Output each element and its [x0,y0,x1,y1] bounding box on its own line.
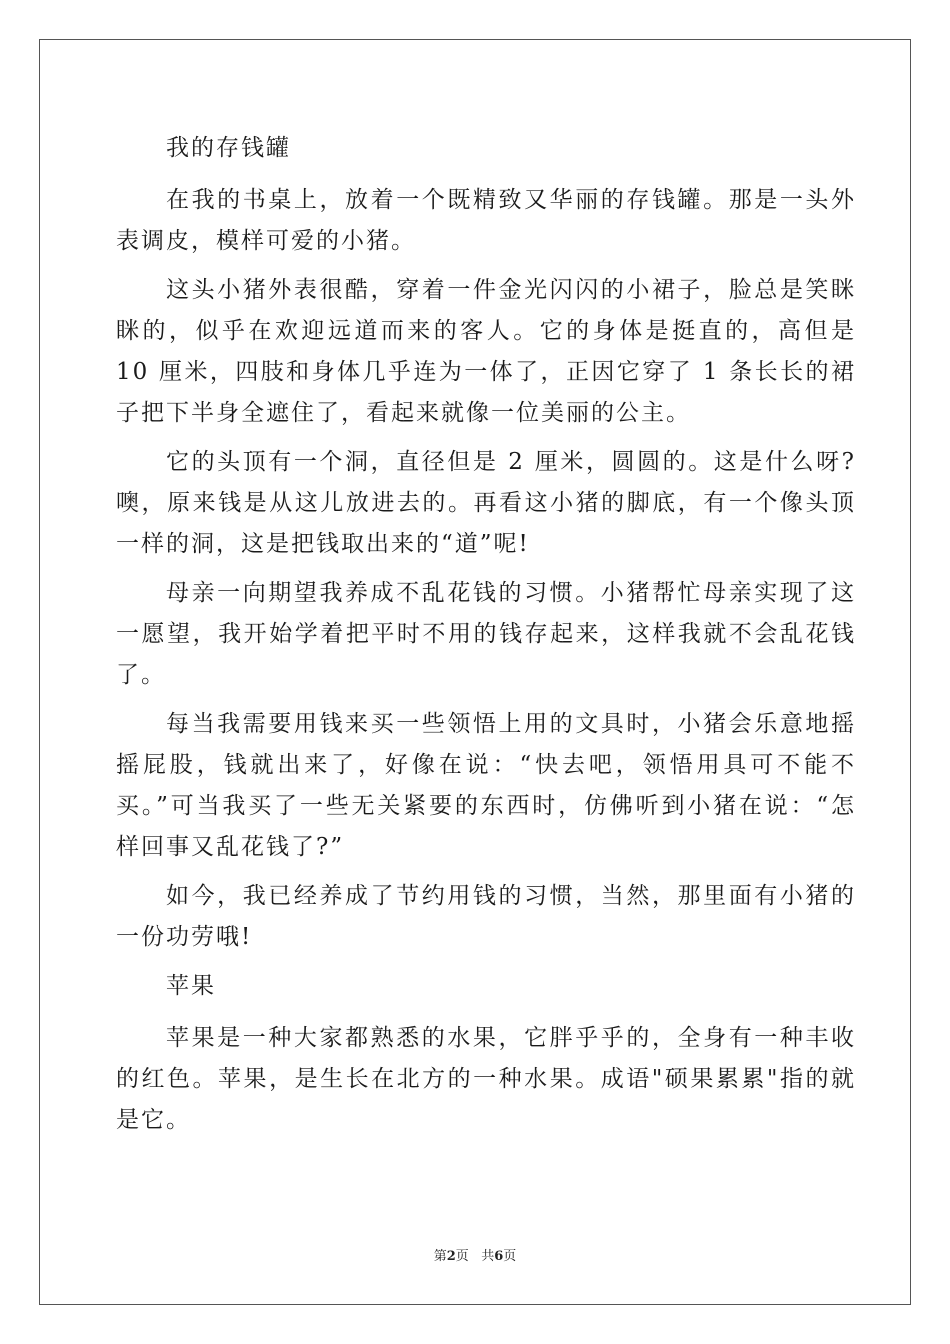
paragraph-5: 每当我需要用钱来买一些领悟上用的文具时，小猪会乐意地摇摇屁股，钱就出来了，好像在说：“快去吧，领悟用具可不能不买。”可当我买了一些无关紧要的东西时，仿佛听到小猪在说：“怎样回事又乱花钱了?” [116,711,856,860]
essay-title-piggy-bank: 我的存钱罐 [166,135,291,161]
page-suffix: 页 [455,1249,469,1264]
paragraph-4: 母亲一向期望我养成不乱花钱的习惯。小猪帮忙母亲实现了这一愿望，我开始学着把平时不用的钱存起来，这样我就不会乱花钱了。 [116,580,856,688]
page-total: 6 [494,1249,504,1264]
document-body [116,128,866,1149]
page-footer [0,1245,950,1264]
essay-title-apple: 苹果 [166,973,216,999]
total-suffix: 页 [503,1249,517,1264]
paragraph-6: 如今，我已经养成了节约用钱的习惯，当然，那里面有小猪的一份功劳哦! [116,883,856,950]
paragraph-2: 这头小猪外表很酷，穿着一件金光闪闪的小裙子，脸总是笑眯眯的，似乎在欢迎远道而来的客人。它的身体是挺直的，高但是 10 厘米，四肢和身体几乎连为一体了，正因它穿了 1 条长长的裙子把下半身全遮住了，看起来就像一位美丽的公主。 [116,277,866,426]
page-current: 2 [446,1249,456,1264]
page-prefix: 第 [433,1249,447,1264]
paragraph-3: 它的头顶有一个洞，直径但是 2 厘米，圆圆的。这是什么呀?噢，原来钱是从这儿放进去的。再看这小猪的脚底，有一个像头顶一样的洞，这是把钱取出来的“道”呢! [116,449,856,557]
paragraph-1: 在我的书桌上，放着一个既精致又华丽的存钱罐。那是一头外表调皮，模样可爱的小猪。 [116,187,856,254]
total-prefix: 共 [481,1249,495,1264]
paragraph-8: 苹果是一种大家都熟悉的水果，它胖乎乎的，全身有一种丰收的红色。苹果，是生长在北方的一种水果。成语"硕果累累"指的就是它。 [116,1025,856,1133]
